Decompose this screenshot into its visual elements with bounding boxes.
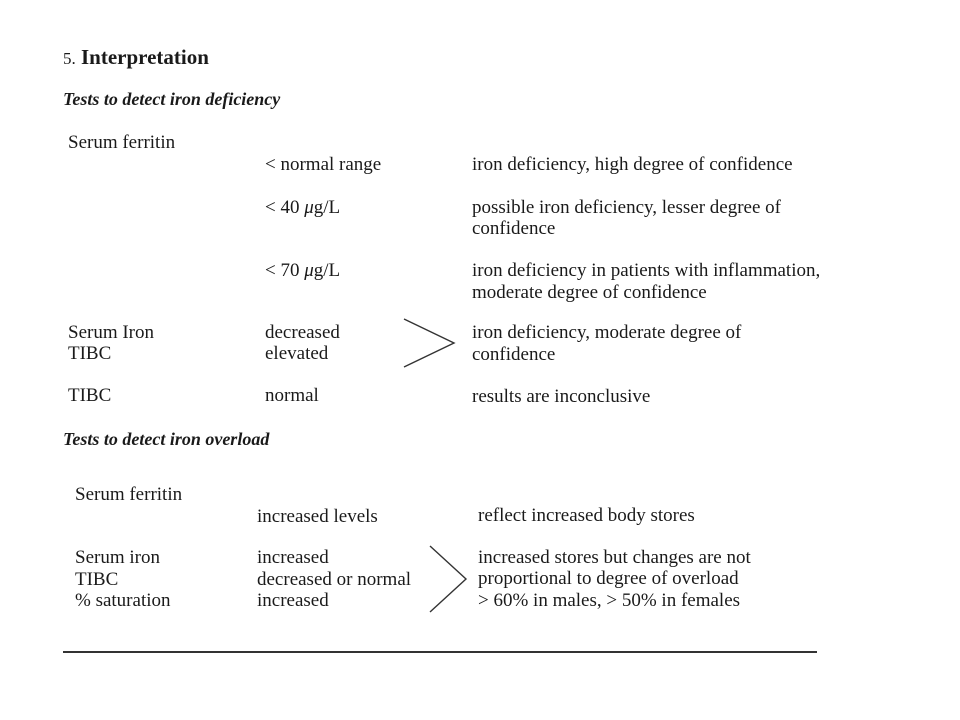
deficiency-row1-value: < normal range [265, 154, 382, 175]
right-chevron-icon [400, 317, 460, 369]
deficiency-combo-test1: Serum Iron [68, 322, 155, 343]
mu-symbol: μ [304, 197, 314, 218]
overload-ferritin-label: Serum ferritin [75, 484, 183, 505]
overload-ferritin-result: reflect increased body stores [478, 505, 695, 526]
overload-combo-test3: % saturation [75, 590, 171, 611]
section-heading [63, 47, 209, 68]
overload-combo-result-line3: > 60% in males, > 50% in females [478, 590, 741, 611]
overload-combo-value2: decreased or normal [257, 569, 412, 590]
deficiency-row1-result: iron deficiency, high degree of confidence [472, 154, 793, 175]
right-chevron-icon [426, 544, 470, 616]
overload-combo-result-line1: increased stores but changes are not [478, 547, 751, 568]
overload-combo-test2: TIBC [75, 569, 119, 590]
deficiency-combo-result-line2: confidence [472, 344, 556, 365]
overload-combo-value3: increased [257, 590, 329, 611]
footer-divider [63, 651, 817, 653]
mu-symbol: μ [304, 260, 314, 281]
unit-rest: g/L [313, 197, 341, 218]
deficiency-row3-value [265, 261, 340, 280]
deficiency-tibc-result: results are inconclusive [472, 386, 651, 407]
deficiency-row3-result-line2: moderate degree of confidence [472, 282, 707, 303]
unit-rest: g/L [313, 260, 341, 281]
overload-heading: Tests to detect iron overload [63, 429, 270, 449]
deficiency-row2-value [265, 198, 340, 217]
deficiency-tibc-test: TIBC [68, 385, 112, 406]
deficiency-combo-value2: elevated [265, 343, 329, 364]
value-prefix: < 70 [265, 260, 305, 281]
deficiency-row3-result-line1: iron deficiency in patients with inflammation, [472, 260, 821, 281]
deficiency-combo-test2: TIBC [68, 343, 112, 364]
section-number: 5. [63, 49, 76, 68]
deficiency-tibc-value: normal [265, 385, 319, 406]
value-prefix: < 40 [265, 197, 305, 218]
overload-combo-test1: Serum iron [75, 547, 160, 568]
deficiency-combo-value1: decreased [265, 322, 340, 343]
overload-combo-result-line2: proportional to degree of overload [478, 568, 739, 589]
overload-combo-value1: increased [257, 547, 329, 568]
section-title: Interpretation [81, 45, 209, 69]
overload-ferritin-value: increased levels [257, 506, 378, 527]
deficiency-row2-result-line2: confidence [472, 218, 556, 239]
deficiency-combo-result-line1: iron deficiency, moderate degree of [472, 322, 742, 343]
deficiency-heading: Tests to detect iron deficiency [63, 89, 281, 109]
deficiency-row2-result-line1: possible iron deficiency, lesser degree of [472, 197, 781, 218]
deficiency-ferritin-label: Serum ferritin [68, 132, 176, 153]
